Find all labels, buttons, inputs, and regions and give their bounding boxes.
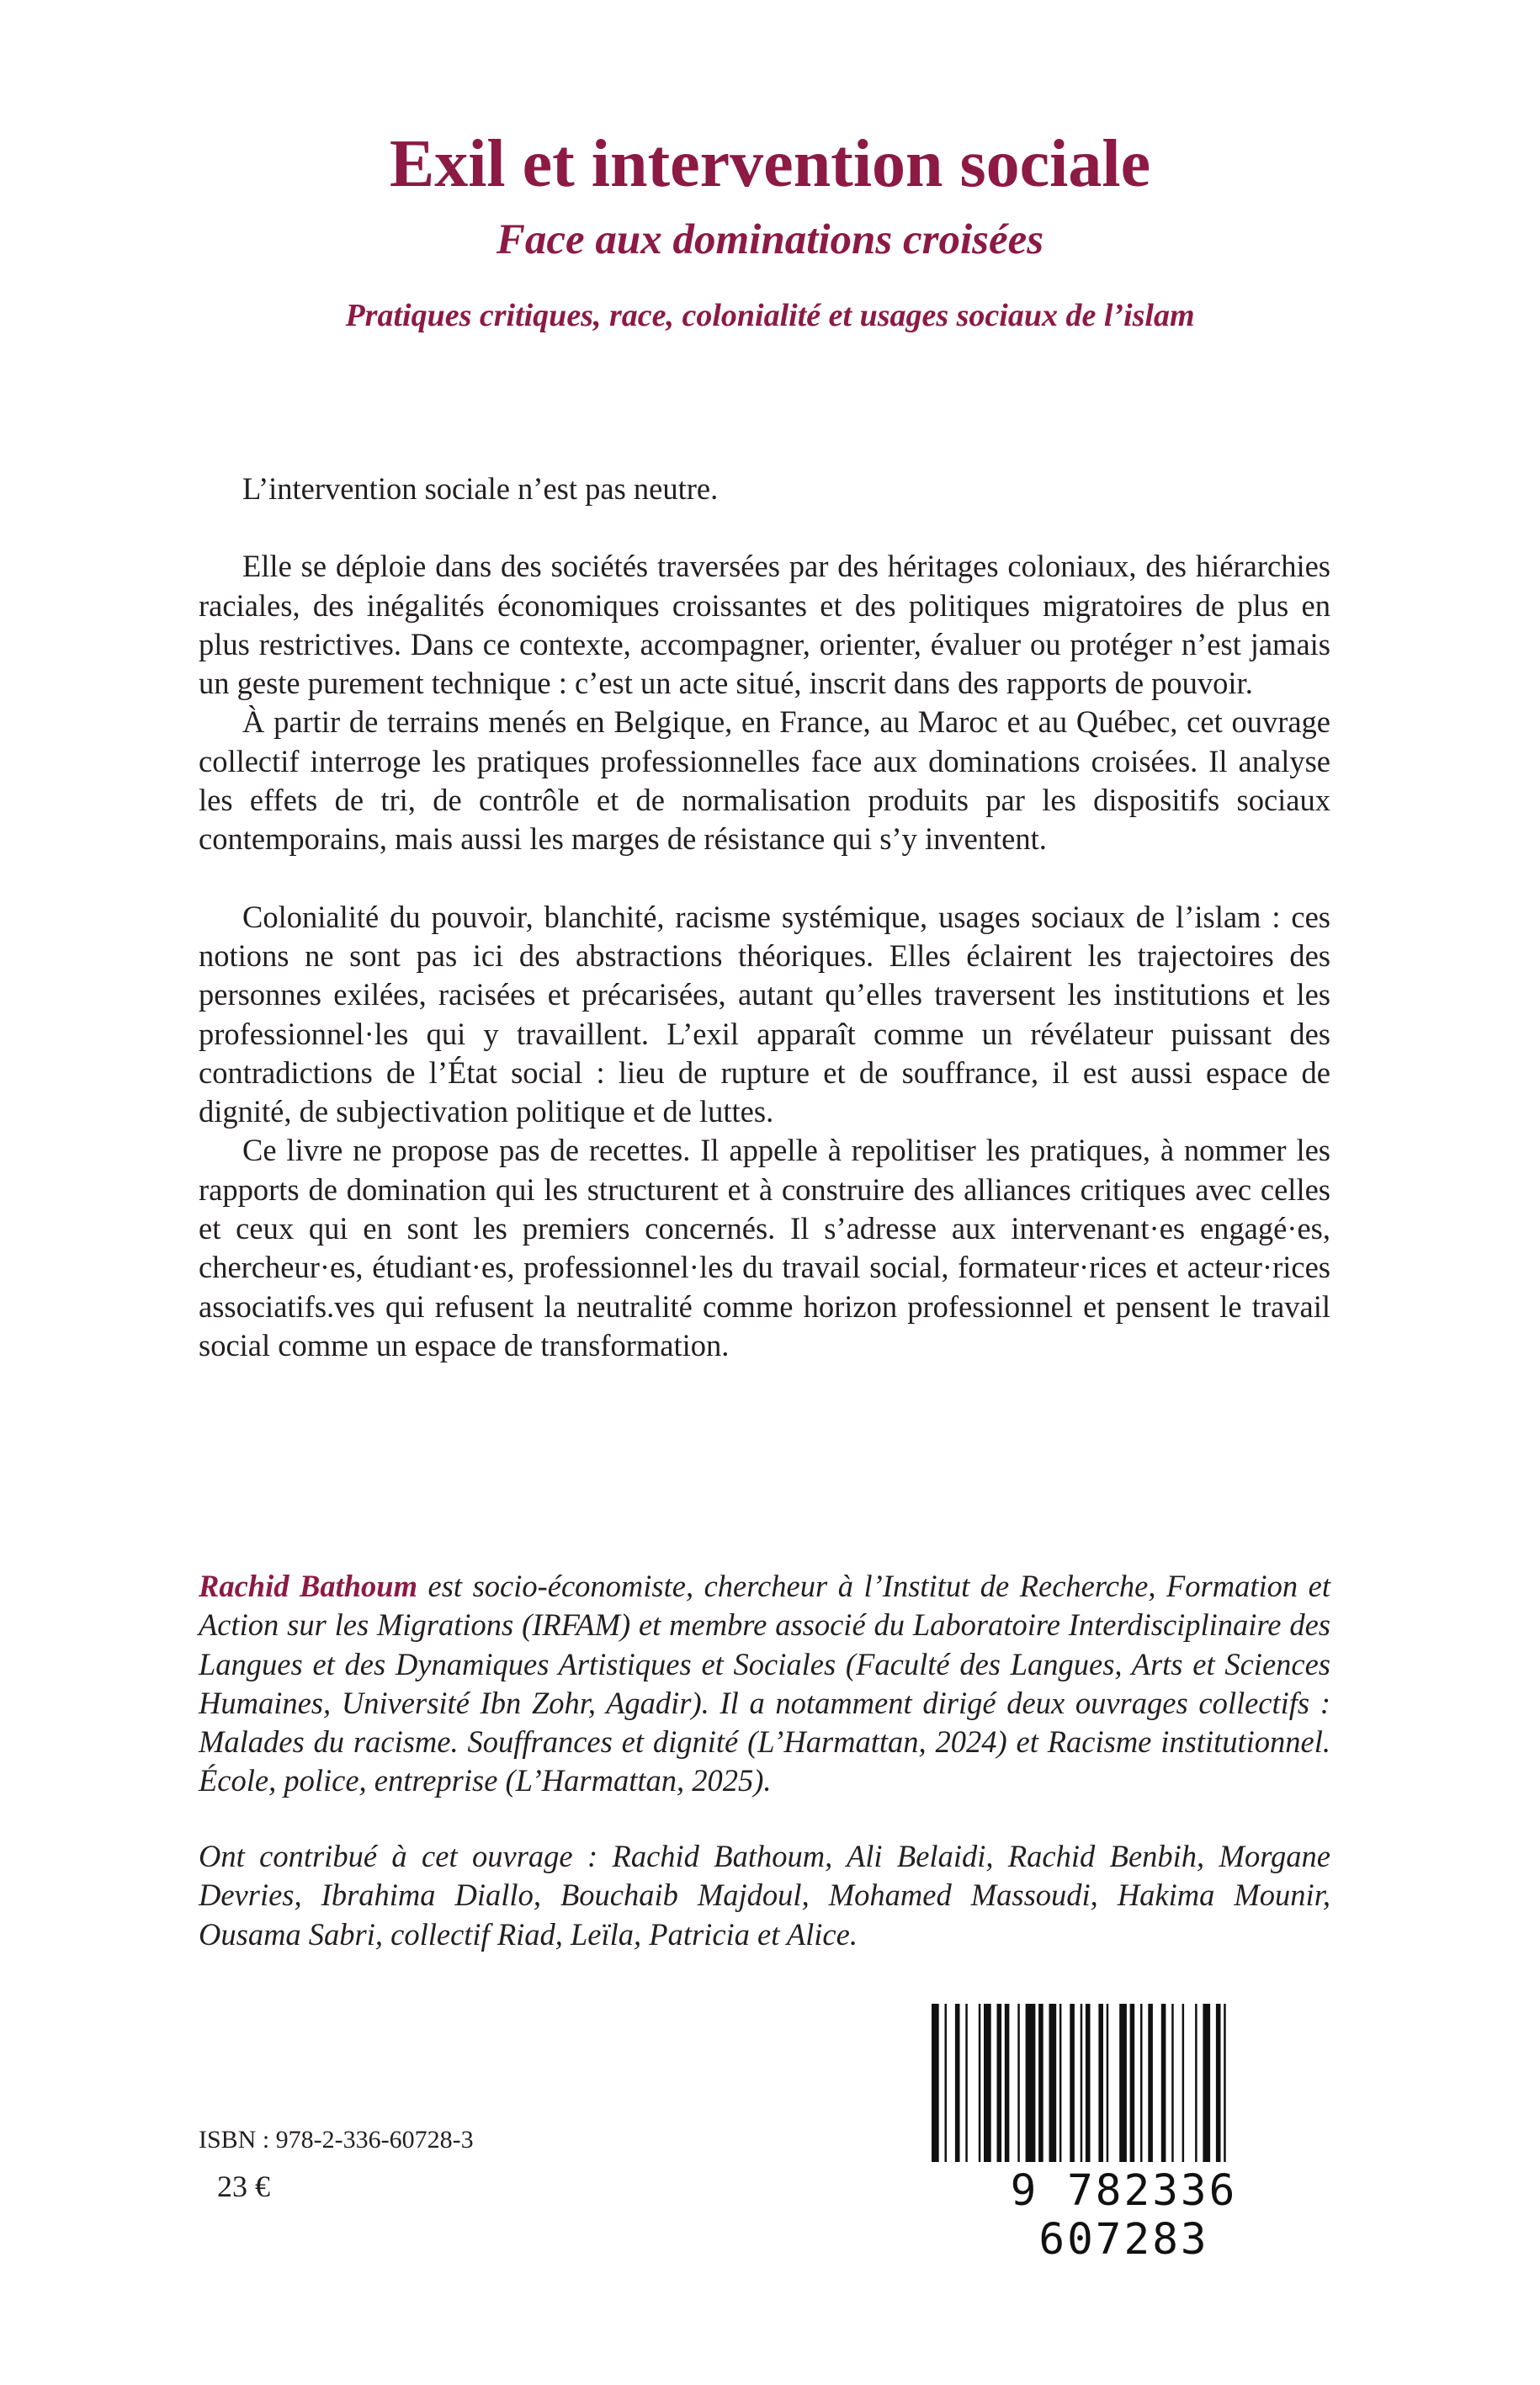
barcode-bar [1224,2004,1226,2162]
barcode-bar [1216,2004,1221,2162]
barcode-bar [997,2004,1002,2162]
blurb-paragraph-4: Colonialité du pouvoir, blanchité, racisme systémique, usages sociaux de l’islam : ces notions ne sont pas ici des abstractions théoriques. Elles éclairent les trajectoires des personnes exilées, racisées et précarisées, autant qu’elles traversent les institutions et les professionnel·les qui y travaillent. L’exil apparaît comme un révélateur puissant des contradictions de l’État social : lieu de rupture et de souffrance, il est aussi espace de dignité, de subjectivation politique et de luttes. [199,899,1330,1129]
barcode-bar [1195,2004,1197,2162]
author-bio-text: est socio-économiste, chercheur à l’Institut de Recherche, Formation et Action sur les Migrations (IRFAM) et membre associé du Laboratoire Interdisciplinaire des Langues et des Dynamiques Artistiques et Sociales (Faculté des Langues, Arts et Sciences Humaines, Université Ibn Zohr, Agadir). Il a notamment dirigé deux ouvrages collectifs : Malades du racisme. Souffrances et dignité (L’Harmattan, 2024) et Racisme institutionnel. École, police, entreprise (L’Harmattan, 2025). [199,1569,1330,1798]
barcode-bar [1026,2004,1036,2162]
barcode-bar [945,2004,948,2162]
barcode [927,2004,1321,2265]
barcode-bar [1070,2004,1075,2162]
contributors-note: Ont contribué à cet ouvrage : Rachid Bathoum, Ali Belaidi, Rachid Benbih, Morgane Devries, Ibrahima Diallo, Bouchaib Majdoul, Mohamed Massoudi, Hakima Mounir, Ousama Sabri, collectif Riad, Leïla, Patricia et Alice. [199,1839,1330,1952]
blurb [199,470,1330,1365]
barcode-bar [1081,2004,1083,2162]
barcode-bar [955,2004,960,2162]
barcode-bar [1140,2004,1143,2162]
barcode-bar [1182,2004,1185,2162]
barcode-bar [1059,2004,1062,2162]
barcode-bar [1171,2004,1174,2162]
barcode-bar [1049,2004,1057,2162]
barcode-bar [1161,2004,1166,2162]
barcode-bar [1107,2004,1109,2162]
blurb-paragraph-2: Elle se déploie dans des sociétés traversées par des héritages coloniaux, des hiérarchies raciales, des inégalités économiques croissantes et des politiques migratoires de plus en plus restrictives. Dans ce contexte, accompagner, orienter, évaluer ou protéger n’est jamais un geste purement technique : c’est un acte situé, inscrit dans des rapports de pouvoir. [199,549,1330,701]
author-name: Rachid Bathoum [199,1569,417,1603]
book-title: Exil et intervention sociale [389,127,1151,201]
price-label: 23 € [217,2170,270,2203]
blurb-paragraph-1: L’intervention sociale n’est pas neutre. [242,471,719,506]
barcode-bar [1086,2004,1091,2162]
barcode-bars [927,2004,1321,2162]
barcode-bar [1119,2004,1127,2162]
barcode-bar [979,2004,981,2162]
author-bio [199,1567,1330,1801]
barcode-digits: 9 782336 607283 [1010,2166,1238,2265]
barcode-bar [1148,2004,1153,2162]
barcode-bar [1130,2004,1135,2162]
blurb-paragraph-3: À partir de terrains menés en Belgique, en France, au Maroc et au Québec, cet ouvrage collectif interroge les pratiques professionnelles face aux dominations croisées. Il analyse les effets de tri, de contrôle et de normalisation produits par les dispositifs sociaux contemporains, mais aussi les marges de résistance qui s’y inventent. [199,704,1330,857]
book-subtitle: Face aux dominations croisées [496,216,1044,263]
barcode-bar [1203,2004,1210,2162]
book-subsubtitle: Pratiques critiques, race, colonialité et usages sociaux de l’islam [345,298,1195,333]
barcode-bar [1017,2004,1020,2162]
barcode-bar [1098,2004,1103,2162]
barcode-bar [932,2004,939,2162]
barcode-bar [1005,2004,1010,2162]
blurb-paragraph-5: Ce livre ne propose pas de recettes. Il appelle à repolitiser les pratiques, à nommer les rapports de domination qui les structurent et à construire des alliances critiques avec celles et ceux qui en sont les premiers concernés. Il s’adresse aux intervenant·es engagé·es, chercheur·es, étudiant·es, professionnel·les du travail social, formateur·rices et acteur·rices associatifs.ves qui refusent la neutralité comme horizon professionnel et pensent le travail social comme un espace de transformation. [199,1133,1330,1362]
barcode-bar [965,2004,968,2162]
isbn-label: ISBN : 978-2-336-60728-3 [199,2126,474,2154]
barcode-bar [1038,2004,1043,2162]
barcode-bar [984,2004,991,2162]
